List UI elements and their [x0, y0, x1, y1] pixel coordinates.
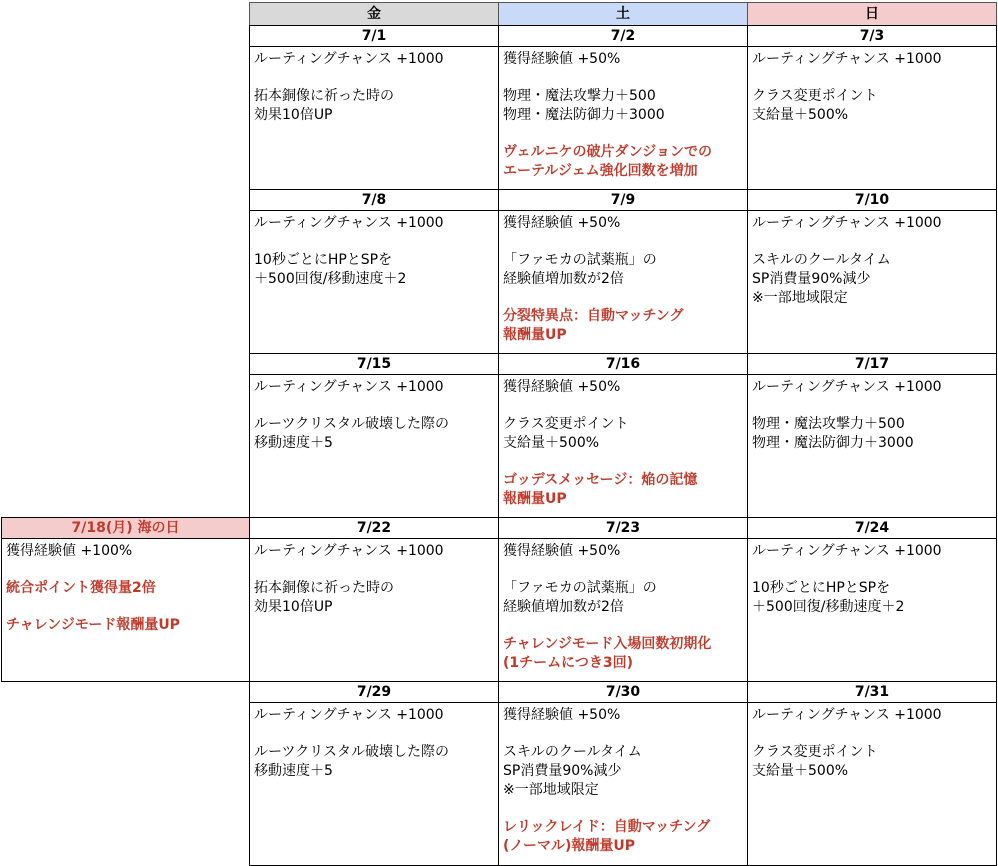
cell-7-15 — [249, 374, 499, 518]
item: ルーツクリスタル破壊した際の — [254, 416, 450, 432]
item: ＋500回復/移動速度＋2 — [254, 271, 407, 287]
item: 効果10倍UP — [254, 599, 333, 615]
item: ルーティングチャンス +1000 — [254, 379, 444, 395]
item: 支給量＋500% — [503, 435, 600, 451]
date-7-18-holiday: 7/18(月) 海の日 — [1, 517, 250, 539]
cell-7-2 — [498, 46, 748, 190]
date-7-17: 7/17 — [747, 353, 997, 375]
cell-7-31 — [747, 702, 997, 866]
item: 10秒ごとにHPとSPを — [752, 580, 891, 596]
cell-7-24 — [747, 538, 997, 682]
item: ルーティングチャンス +1000 — [254, 51, 444, 67]
item: ルーティングチャンス +1000 — [254, 543, 444, 559]
date-7-16: 7/16 — [498, 353, 748, 375]
date-7-9: 7/9 — [498, 189, 748, 211]
highlight-item: 統合ポイント獲得量2倍 — [6, 580, 156, 596]
date-7-15: 7/15 — [249, 353, 499, 375]
item: ルーティングチャンス +1000 — [254, 707, 444, 723]
cell-7-30 — [498, 702, 748, 866]
header-sunday: 日 — [747, 2, 997, 26]
item: 移動速度＋5 — [254, 763, 333, 779]
item: 支給量＋500% — [752, 107, 849, 123]
item: SP消費量90%減少 — [503, 763, 622, 779]
item: 支給量＋500% — [752, 763, 849, 779]
item: 獲得経験値 +100% — [6, 543, 133, 559]
cell-7-29 — [249, 702, 499, 866]
item: SP消費量90%減少 — [752, 271, 871, 287]
item: ＋500回復/移動速度＋2 — [752, 599, 905, 615]
highlight-item: チャレンジモード入場回数初期化 — [503, 636, 712, 652]
item: 獲得経験値 +50% — [503, 379, 621, 395]
cell-7-3 — [747, 46, 997, 190]
date-7-3: 7/3 — [747, 25, 997, 47]
item: 獲得経験値 +50% — [503, 543, 621, 559]
item: ※一部地域限定 — [503, 782, 599, 798]
item: スキルのクールタイム — [752, 252, 891, 268]
date-7-24: 7/24 — [747, 517, 997, 539]
date-7-31: 7/31 — [747, 681, 997, 703]
highlight-item: チャレンジモード報酬量UP — [6, 617, 180, 633]
item: クラス変更ポイント — [752, 88, 878, 104]
highlight-item: (1チームにつき3回) — [503, 655, 633, 671]
highlight-item: 分裂特異点：自動マッチング — [503, 308, 684, 324]
item: ルーティングチャンス +1000 — [752, 543, 942, 559]
item: 物理・魔法防御力＋3000 — [752, 435, 914, 451]
item: クラス変更ポイント — [503, 416, 629, 432]
item: 獲得経験値 +50% — [503, 215, 621, 231]
item: クラス変更ポイント — [752, 744, 878, 760]
highlight-item: エーテルジェム強化回数を増加 — [503, 163, 698, 179]
item: 経験値増加数が2倍 — [503, 599, 624, 615]
cell-7-23 — [498, 538, 748, 682]
highlight-item: ゴッデスメッセージ：焔の記憶 — [503, 472, 698, 488]
date-7-10: 7/10 — [747, 189, 997, 211]
date-7-22: 7/22 — [249, 517, 499, 539]
header-saturday: 土 — [498, 2, 748, 26]
cell-7-22 — [249, 538, 499, 682]
item: ルーティングチャンス +1000 — [254, 215, 444, 231]
cell-7-17 — [747, 374, 997, 518]
highlight-item: レリックレイド：自動マッチング — [503, 819, 711, 835]
date-7-30: 7/30 — [498, 681, 748, 703]
highlight-item: 報酬量UP — [503, 327, 567, 343]
item: スキルのクールタイム — [503, 744, 642, 760]
date-7-2: 7/2 — [498, 25, 748, 47]
item: ルーティングチャンス +1000 — [752, 379, 942, 395]
item: 物理・魔法攻撃力＋500 — [752, 416, 905, 432]
cell-7-9 — [498, 210, 748, 354]
item: 経験値増加数が2倍 — [503, 271, 624, 287]
cell-7-8 — [249, 210, 499, 354]
date-7-29: 7/29 — [249, 681, 499, 703]
item: ルーツクリスタル破壊した際の — [254, 744, 450, 760]
item: 拓本銅像に祈った時の — [254, 88, 394, 104]
cell-7-16 — [498, 374, 748, 518]
highlight-item: ヴェルニケの破片ダンジョンでの — [503, 144, 712, 160]
cell-7-1 — [249, 46, 499, 190]
highlight-item: 報酬量UP — [503, 491, 567, 507]
item: 10秒ごとにHPとSPを — [254, 252, 393, 268]
header-friday: 金 — [249, 2, 499, 26]
cell-7-10 — [747, 210, 997, 354]
item: 移動速度＋5 — [254, 435, 333, 451]
item: ルーティングチャンス +1000 — [752, 215, 942, 231]
date-7-23: 7/23 — [498, 517, 748, 539]
item: 獲得経験値 +50% — [503, 707, 621, 723]
item: ルーティングチャンス +1000 — [752, 707, 942, 723]
item: ※一部地域限定 — [752, 290, 848, 306]
item: ルーティングチャンス +1000 — [752, 51, 942, 67]
item: 物理・魔法攻撃力＋500 — [503, 88, 656, 104]
highlight-item: (ノーマル)報酬量UP — [503, 838, 636, 854]
date-7-1: 7/1 — [249, 25, 499, 47]
item: 効果10倍UP — [254, 107, 333, 123]
item: 物理・魔法防御力＋3000 — [503, 107, 665, 123]
item: 「ファモカの試薬瓶」の — [503, 580, 657, 596]
date-7-8: 7/8 — [249, 189, 499, 211]
item: 「ファモカの試薬瓶」の — [503, 252, 657, 268]
item: 拓本銅像に祈った時の — [254, 580, 394, 596]
cell-7-18-holiday — [1, 538, 250, 682]
item: 獲得経験値 +50% — [503, 51, 621, 67]
